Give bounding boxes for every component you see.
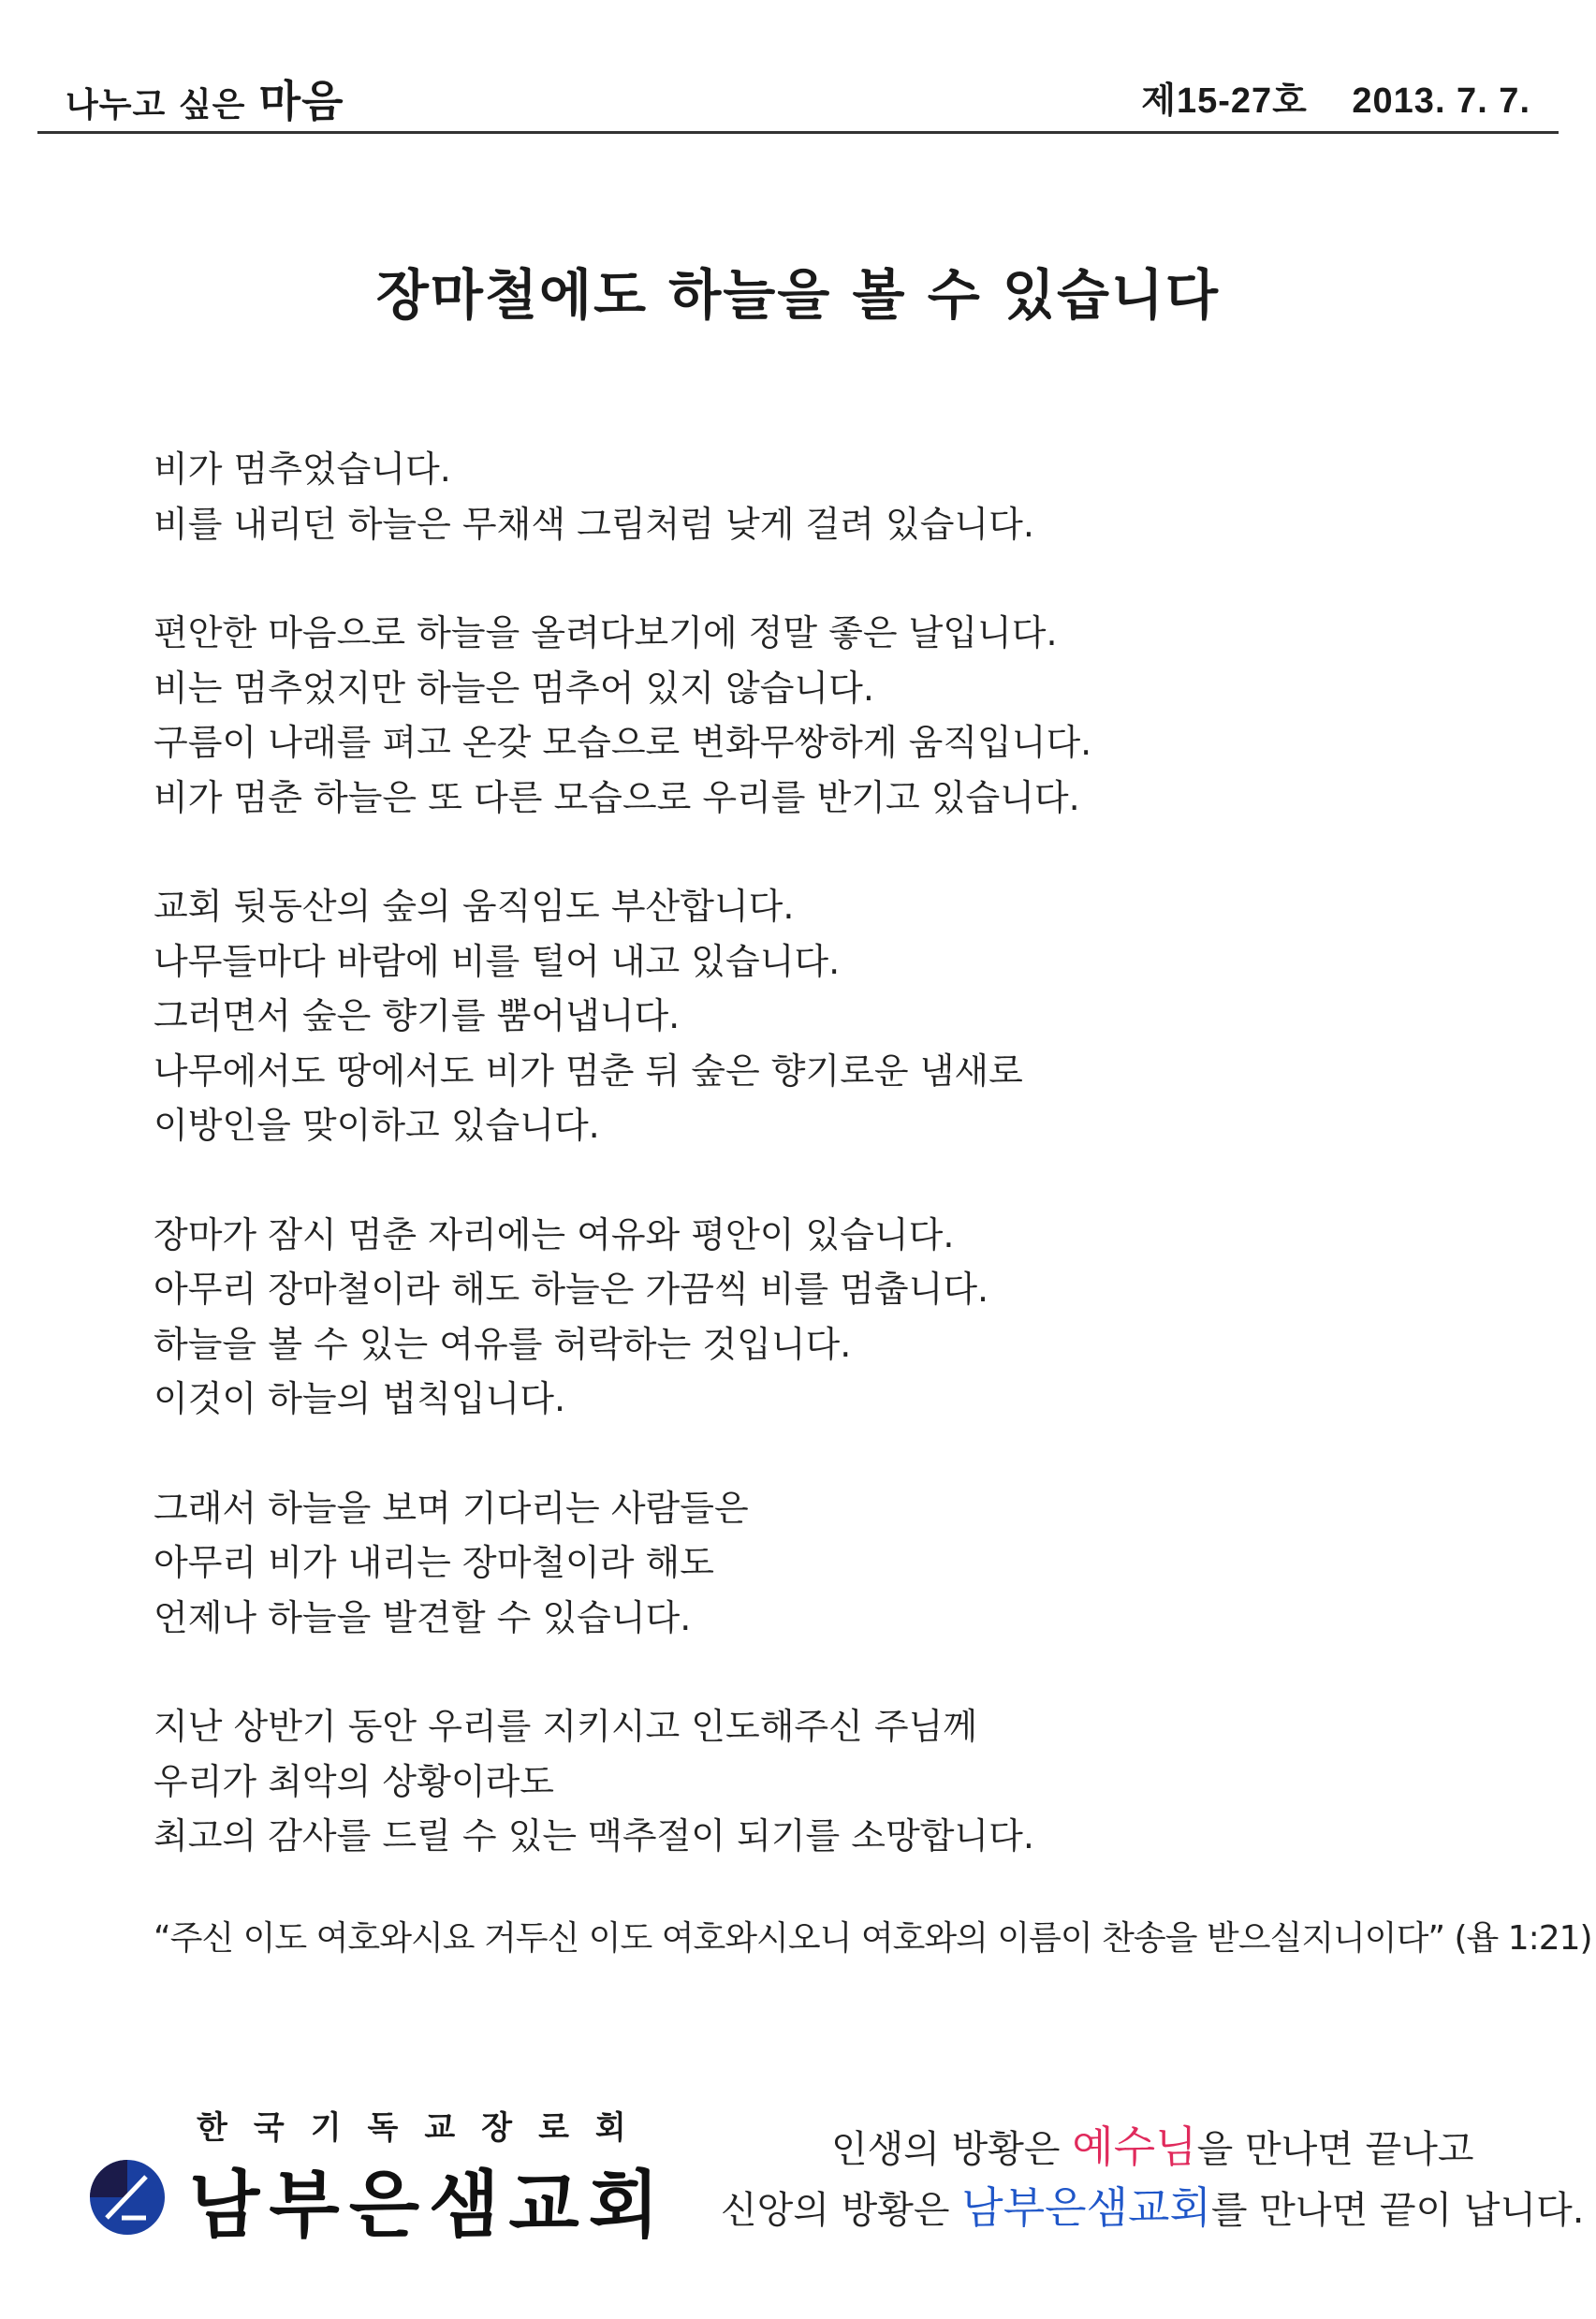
text-line: 이것이 하늘의 법칙입니다.: [154, 1378, 566, 1419]
stanza-5: [154, 1481, 1464, 1646]
slogan-text: 인생의 방황은: [831, 2128, 1073, 2171]
text-line: 장마가 잠시 멈춘 자리에는 여유와 평안이 있습니다.: [154, 1213, 955, 1255]
stanza-1: [154, 442, 1464, 551]
text-line: 언제나 하늘을 발견할 수 있습니다.: [154, 1596, 692, 1638]
series-title: [66, 67, 344, 129]
denomination-name: 한국기독교장로회: [197, 2109, 652, 2147]
issue-number: 제15-27호: [1141, 81, 1308, 121]
stanza-6: [154, 1699, 1464, 1864]
text-line: 그러면서 숲은 향기를 뿜어냅니다.: [154, 995, 681, 1036]
text-line: 나무들마다 바람에 비를 털어 내고 있습니다.: [154, 940, 841, 982]
slogan-highlight-church: 남부은샘교회: [961, 2182, 1211, 2233]
series-main: 마음: [258, 76, 344, 126]
church-name: 남부은샘교회: [189, 2164, 669, 2248]
stanza-2: [154, 606, 1464, 825]
text-line: 비가 멈춘 하늘은 또 다른 모습으로 우리를 반기고 있습니다.: [154, 776, 1080, 818]
text-line: 지난 상반기 동안 우리를 지키시고 인도해주신 주님께: [154, 1706, 978, 1747]
stanza-4: [154, 1208, 1464, 1427]
article-body: [154, 442, 1464, 1918]
text-line: 이방인을 맞이하고 있습니다.: [154, 1105, 600, 1146]
church-slogan: [721, 2118, 1585, 2239]
slogan-line-2: [721, 2179, 1585, 2239]
text-line: 아무리 장마철이라 해도 하늘은 가끔씩 비를 멈춥니다.: [154, 1269, 989, 1310]
text-line: 우리가 최악의 상황이라도: [154, 1760, 554, 1802]
text-line: 나무에서도 땅에서도 비가 멈춘 뒤 숲은 향기로운 냄새로: [154, 1049, 1023, 1092]
text-line: 비가 멈추었습니다.: [154, 448, 451, 490]
slogan-text: 신앙의 방황은: [721, 2189, 962, 2232]
series-prefix: 나누고 싶은: [66, 86, 246, 125]
church-logo-icon: [88, 2158, 167, 2237]
text-line: 하늘을 볼 수 있는 여유를 허락하는 것입니다.: [154, 1323, 852, 1365]
text-line: 그래서 하늘을 보며 기다리는 사람들은: [154, 1487, 749, 1529]
text-line: 비를 내리던 하늘은 무채색 그림처럼 낮게 걸려 있습니다.: [154, 503, 1034, 545]
slogan-text: 를 만나면 끝이 납니다.: [1210, 2189, 1585, 2232]
header-divider: [37, 131, 1559, 134]
scripture-quote: “주신 이도 여호와시요 거두신 이도 여호와시오니 여호와의 이름이 찬송을 받으실지니이다” (욥 1:21): [154, 1919, 1592, 1958]
slogan-text: 을 만나면 끝나고: [1196, 2128, 1474, 2171]
slogan-line-1: [721, 2118, 1563, 2179]
issue-info: [1141, 71, 1530, 123]
slogan-highlight-jesus: 예수님: [1072, 2121, 1197, 2172]
text-line: 교회 뒷동산의 숲의 움직임도 부산합니다.: [154, 886, 795, 927]
page-header: [37, 58, 1559, 133]
page-title: 장마철에도 하늘을 볼 수 있습니다: [375, 263, 1221, 327]
issue-date: 2013. 7. 7.: [1352, 81, 1530, 121]
text-line: 최고의 감사를 드릴 수 있는 맥추절이 되기를 소망합니다.: [154, 1815, 1034, 1857]
church-logo-block: [88, 2102, 687, 2248]
text-line: 편안한 마음으로 하늘을 올려다보기에 정말 좋은 날입니다.: [154, 612, 1058, 653]
text-line: 구름이 나래를 펴고 온갖 모습으로 변화무쌍하게 움직입니다.: [154, 722, 1092, 763]
stanza-3: [154, 879, 1464, 1153]
text-line: 아무리 비가 내리는 장마철이라 해도: [154, 1542, 714, 1583]
text-line: 비는 멈추었지만 하늘은 멈추어 있지 않습니다.: [154, 667, 874, 709]
